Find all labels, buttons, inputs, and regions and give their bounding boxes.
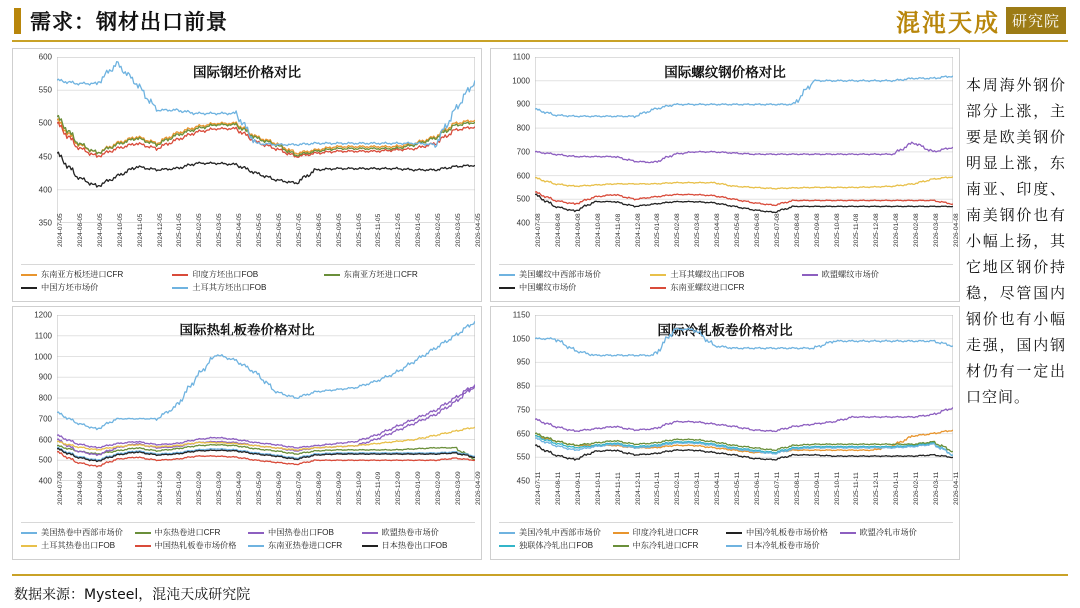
x-tick-label: 2025-07-08 [773, 213, 781, 247]
x-tick-label: 2025-05-11 [734, 471, 742, 505]
x-tick-label: 2024-12-09 [156, 471, 164, 505]
y-tick-label: 1100 [512, 52, 530, 62]
legend-crc [499, 522, 953, 553]
x-tick-label: 2025-03-11 [694, 471, 702, 505]
x-tick-label: 2024-12-11 [634, 471, 642, 505]
legend-label: 土耳其螺纹出口FOB [670, 270, 745, 279]
legend-swatch [248, 532, 264, 534]
data-source-note: 数据来源：Mysteel，混沌天成研究院 [14, 587, 251, 603]
legend-label: 中东冷轧进口CFR [632, 541, 699, 550]
legend-hrc [21, 522, 475, 553]
x-tick-label: 2025-04-11 [714, 471, 722, 505]
x-tick-label: 2025-11-09 [375, 471, 383, 505]
y-tick-label: 1000 [512, 76, 530, 86]
legend-swatch [172, 287, 188, 289]
legend-item [135, 540, 249, 551]
x-tick-label: 2025-11-08 [853, 213, 861, 247]
x-tick-label: 2025-01-09 [176, 471, 184, 505]
x-tick-label: 2025-08-08 [793, 213, 801, 247]
legend-swatch [135, 545, 151, 547]
legend-swatch [248, 545, 264, 547]
y-tick-label: 1200 [34, 310, 52, 320]
y-tick-label: 600 [516, 171, 530, 181]
x-tick-label: 2024-07-05 [57, 213, 64, 247]
legend-item [499, 269, 650, 280]
legend-swatch [613, 532, 629, 534]
chart-panel-rebar [490, 48, 960, 302]
y-tick-label: 350 [38, 218, 52, 228]
y-tick-label: 800 [38, 393, 52, 403]
x-tick-label: 2025-05-08 [734, 213, 742, 247]
legend-swatch [135, 532, 151, 534]
y-tick-label: 900 [516, 99, 530, 109]
x-tick-label: 2026-03-11 [933, 471, 941, 505]
x-axis-hrc [57, 471, 482, 507]
y-tick-label: 1000 [34, 352, 52, 361]
legend-swatch [172, 274, 188, 276]
legend-label: 独联体冷轧出口FOB [519, 541, 594, 550]
legend-item [499, 282, 650, 293]
x-tick-label: 2025-07-09 [295, 471, 303, 505]
x-tick-label: 2026-02-05 [435, 213, 443, 247]
y-tick-label: 1100 [34, 331, 52, 341]
y-tick-label: 400 [516, 218, 530, 228]
x-tick-label: 2026-01-11 [893, 471, 901, 505]
x-tick-label: 2024-12-08 [634, 213, 642, 247]
x-tick-label: 2025-12-08 [873, 213, 881, 247]
x-tick-label: 2025-10-08 [833, 213, 841, 247]
x-tick-label: 2025-01-05 [176, 213, 184, 247]
legend-swatch [21, 545, 37, 547]
y-tick-label: 450 [38, 152, 52, 162]
legend-swatch [362, 532, 378, 534]
legend-label: 中国热卷出口FOB [268, 528, 334, 537]
legend-item [499, 527, 613, 538]
header-divider [12, 40, 1068, 42]
x-axis-rebar [535, 213, 960, 249]
x-tick-label: 2025-02-05 [196, 213, 204, 247]
legend-item [802, 269, 953, 280]
x-tick-label: 2024-07-11 [535, 471, 542, 505]
legend-swatch [21, 532, 37, 534]
legend-swatch [650, 274, 666, 276]
legend-swatch [499, 287, 515, 289]
y-tick-label: 550 [516, 452, 530, 462]
legend-label: 欧盟热卷市场价 [381, 528, 439, 537]
x-tick-label: 2025-09-08 [813, 213, 821, 247]
legend-swatch [650, 287, 666, 289]
plot-area-billet [57, 57, 475, 223]
logo-name: 混沌天成 [895, 7, 1000, 37]
legend-item [726, 527, 840, 538]
x-tick-label: 2024-10-05 [116, 213, 124, 247]
footer-divider [12, 574, 1068, 576]
x-axis-billet [57, 213, 482, 249]
legend-swatch [499, 545, 515, 547]
x-tick-label: 2025-01-08 [654, 213, 662, 247]
legend-swatch [802, 274, 818, 276]
x-tick-label: 2025-03-09 [216, 471, 224, 505]
legend-item [613, 540, 727, 551]
y-axis-rebar [493, 52, 533, 228]
legend-item [21, 540, 135, 551]
legend-label: 美国冷轧中西部市场价 [519, 528, 601, 537]
x-tick-label: 2025-10-09 [355, 471, 363, 505]
x-tick-label: 2026-03-08 [933, 213, 941, 247]
y-tick-label: 950 [516, 357, 530, 367]
page-header [0, 0, 1080, 44]
chart-panel-billet [12, 48, 482, 302]
y-tick-label: 800 [516, 123, 530, 133]
x-tick-label: 2026-04-05 [475, 213, 482, 247]
y-tick-label: 600 [38, 435, 52, 444]
x-tick-label: 2025-10-11 [833, 471, 841, 505]
legend-label: 东南亚方板坯进口CFR [41, 270, 124, 279]
legend-label: 美国螺纹中西部市场价 [519, 270, 601, 279]
x-tick-label: 2025-07-11 [773, 471, 781, 505]
x-tick-label: 2024-11-05 [136, 213, 144, 247]
y-tick-label: 700 [38, 414, 52, 424]
legend-label: 东南亚热卷进口CFR [268, 541, 343, 550]
legend-item [499, 540, 613, 551]
x-tick-label: 2024-08-09 [76, 471, 84, 505]
title-accent-bar [14, 8, 21, 34]
legend-item [248, 540, 362, 551]
y-tick-label: 900 [38, 372, 52, 382]
legend-item [21, 282, 172, 293]
chart-panel-hrc [12, 306, 482, 560]
plot-area-hrc [57, 315, 475, 481]
y-tick-label: 500 [38, 118, 52, 128]
legend-swatch [499, 274, 515, 276]
y-axis-hrc [15, 310, 55, 486]
company-logo [896, 4, 1066, 36]
x-tick-label: 2026-02-08 [913, 213, 921, 247]
x-tick-label: 2025-02-11 [674, 471, 682, 505]
chart-title-crc: 国际冷轧板卷价格对比 [657, 323, 793, 339]
x-tick-label: 2024-09-05 [96, 213, 104, 247]
x-tick-label: 2024-11-11 [614, 472, 622, 505]
logo-institute: 研究院 [1006, 7, 1066, 34]
legend-item [21, 527, 135, 538]
charts-grid [12, 48, 960, 560]
x-tick-label: 2025-06-05 [275, 213, 283, 247]
plot-area-crc [535, 315, 953, 481]
legend-label: 印度方坯出口FOB [192, 270, 259, 279]
legend-label: 日本冷轧板卷市场价 [746, 541, 820, 550]
x-tick-label: 2025-03-05 [216, 213, 224, 247]
legend-item [726, 540, 840, 551]
x-tick-label: 2025-04-08 [714, 213, 722, 247]
page-title-bar [14, 6, 228, 36]
x-tick-label: 2024-07-08 [535, 213, 542, 247]
chart-title-rebar: 国际螺纹钢价格对比 [664, 65, 786, 81]
x-tick-label: 2024-08-05 [76, 213, 84, 247]
page-title: 需求：钢材出口前景 [30, 10, 228, 34]
x-tick-label: 2026-02-09 [435, 471, 443, 505]
x-tick-label: 2024-12-05 [156, 213, 164, 247]
legend-item [21, 269, 172, 280]
legend-label: 日本热卷出口FOB [381, 541, 448, 550]
legend-item [172, 269, 323, 280]
x-tick-label: 2024-07-09 [57, 471, 64, 505]
x-tick-label: 2026-01-09 [415, 471, 423, 505]
x-tick-label: 2025-07-05 [295, 213, 303, 247]
x-tick-label: 2024-08-08 [554, 213, 562, 247]
x-tick-label: 2025-09-09 [335, 471, 343, 505]
legend-item [650, 269, 801, 280]
chart-title-billet: 国际钢坯价格对比 [193, 65, 301, 81]
legend-item [840, 527, 954, 538]
x-tick-label: 2024-10-09 [116, 471, 124, 505]
x-tick-label: 2024-10-11 [594, 471, 602, 505]
x-tick-label: 2025-05-09 [256, 471, 264, 505]
x-tick-label: 2026-01-08 [893, 213, 901, 247]
x-tick-label: 2024-09-09 [96, 471, 104, 505]
legend-item [135, 527, 249, 538]
y-tick-label: 450 [516, 476, 530, 486]
plot-area-rebar [535, 57, 953, 223]
legend-swatch [840, 532, 856, 534]
x-tick-label: 2026-04-09 [475, 471, 482, 505]
x-tick-label: 2025-08-11 [793, 471, 801, 505]
x-tick-label: 2025-05-05 [256, 213, 264, 247]
legend-label: 中东热卷进口CFR [154, 528, 221, 537]
legend-item [362, 540, 476, 551]
legend-item [362, 527, 476, 538]
x-tick-label: 2025-11-05 [375, 213, 383, 247]
x-tick-label: 2025-02-09 [196, 471, 204, 505]
y-tick-label: 500 [516, 194, 530, 204]
y-tick-label: 600 [38, 52, 52, 62]
x-tick-label: 2025-04-05 [236, 213, 244, 247]
y-tick-label: 650 [516, 429, 530, 439]
x-tick-label: 2025-06-08 [753, 213, 761, 247]
x-tick-label: 2024-11-08 [614, 213, 622, 247]
x-tick-label: 2025-12-11 [873, 471, 881, 505]
legend-label: 印度冷轧进口CFR [632, 528, 699, 537]
legend-swatch [499, 532, 515, 534]
x-tick-label: 2024-09-08 [574, 213, 582, 247]
x-tick-label: 2025-01-11 [654, 471, 662, 505]
y-axis-billet [15, 52, 55, 228]
chart-title-hrc: 国际热轧板卷价格对比 [179, 323, 315, 339]
legend-label: 中国螺纹市场价 [519, 283, 577, 292]
x-tick-label: 2026-04-08 [953, 213, 960, 247]
x-tick-label: 2025-09-05 [335, 213, 343, 247]
x-tick-label: 2025-06-11 [753, 471, 761, 505]
x-tick-label: 2025-12-05 [395, 213, 403, 247]
y-tick-label: 550 [38, 85, 52, 95]
legend-label: 土耳其热卷出口FOB [41, 541, 116, 550]
legend-label: 欧盟螺纹市场价 [821, 270, 879, 279]
legend-swatch [613, 545, 629, 547]
legend-label: 美国热卷中西部市场价 [41, 528, 123, 537]
x-tick-label: 2025-08-05 [315, 213, 323, 247]
x-tick-label: 2025-12-09 [395, 471, 403, 505]
legend-label: 中国冷轧板卷市场价格 [746, 528, 828, 537]
legend-item [248, 527, 362, 538]
legend-swatch [21, 274, 37, 276]
x-tick-label: 2024-09-11 [574, 471, 582, 505]
y-tick-label: 750 [516, 405, 530, 415]
y-axis-crc [493, 310, 533, 486]
x-tick-label: 2026-03-09 [455, 471, 463, 505]
x-tick-label: 2026-02-11 [913, 471, 921, 505]
x-tick-label: 2025-08-09 [315, 471, 323, 505]
y-tick-label: 500 [38, 455, 52, 465]
x-tick-label: 2026-01-05 [415, 213, 423, 247]
legend-label: 东南亚方坯进口CFR [343, 270, 418, 279]
x-tick-label: 2026-03-05 [455, 213, 463, 247]
y-tick-label: 400 [38, 185, 52, 195]
legend-swatch [362, 545, 378, 547]
legend-label: 中国方坯市场价 [41, 283, 99, 292]
chart-panel-crc [490, 306, 960, 560]
legend-item [650, 282, 801, 293]
x-tick-label: 2024-08-11 [554, 471, 562, 505]
legend-label: 欧盟冷轧市场价 [859, 528, 917, 537]
y-tick-label: 400 [38, 476, 52, 486]
x-tick-label: 2025-11-11 [853, 472, 861, 505]
legend-label: 土耳其方坯出口FOB [192, 283, 267, 292]
legend-swatch [21, 287, 37, 289]
legend-swatch [726, 545, 742, 547]
x-tick-label: 2025-04-09 [236, 471, 244, 505]
y-tick-label: 700 [516, 147, 530, 157]
x-tick-label: 2025-09-11 [813, 471, 821, 505]
x-tick-label: 2025-03-08 [694, 213, 702, 247]
legend-label: 东南亚螺纹进口CFR [670, 283, 745, 292]
legend-billet [21, 264, 475, 295]
y-tick-label: 850 [516, 381, 530, 391]
legend-label: 中国热轧板卷市场价格 [154, 541, 237, 550]
legend-item [613, 527, 727, 538]
x-tick-label: 2025-06-09 [275, 471, 283, 505]
y-tick-label: 1150 [512, 310, 530, 320]
legend-item [324, 269, 475, 280]
x-tick-label: 2025-02-08 [674, 213, 682, 247]
legend-swatch [324, 274, 340, 276]
legend-rebar [499, 264, 953, 295]
legend-swatch [726, 532, 742, 534]
legend-item [172, 282, 323, 293]
x-tick-label: 2024-10-08 [594, 213, 602, 247]
x-tick-label: 2025-10-05 [355, 213, 363, 247]
x-tick-label: 2024-11-09 [136, 471, 144, 505]
commentary-text: 本周海外钢价部分上涨，主要是欧美钢价明显上涨，东南亚、印度、南美钢价也有小幅上扬，其它地区钢价持稳，尽管国内钢价也有小幅走强，国内钢材仍有一定出口空间。 [966, 76, 1066, 406]
x-axis-crc [535, 471, 960, 507]
x-tick-label: 2026-04-11 [953, 471, 960, 505]
y-tick-label: 1050 [512, 334, 530, 344]
